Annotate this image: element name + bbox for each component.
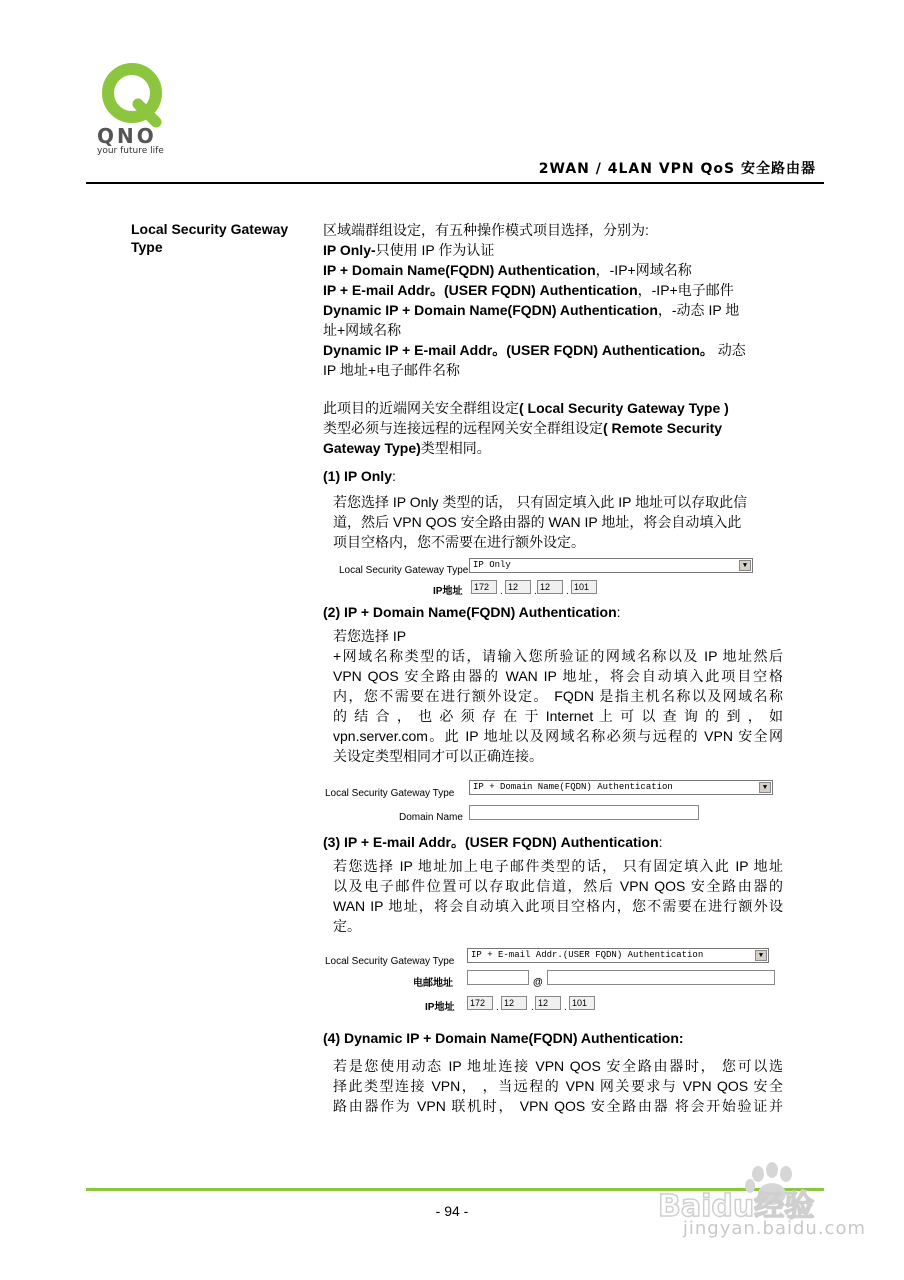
section-2-text: 若您选择 IP <box>333 628 407 644</box>
logo-tagline: your future life <box>97 146 164 156</box>
email-user-input[interactable] <box>467 970 529 985</box>
ip-octet-1[interactable]: 172 <box>471 580 497 594</box>
option-ip-domain: IP + Domain Name(FQDN) Authentication，-IP+网域名称 <box>323 262 692 278</box>
description-body <box>323 220 783 1116</box>
type-label: Local Security Gateway Type <box>325 788 455 799</box>
section-2-heading: (2) IP + Domain Name(FQDN) Authentication: <box>323 604 621 620</box>
section-4-text: 路由器作为 VPN 联机时， VPN QOS 安全路由器 将会开始验证并 <box>333 1098 783 1114</box>
section-3-heading: (3) IP + E-mail Addr。(USER FQDN) Authentication: <box>323 834 663 850</box>
at-sign: @ <box>533 977 543 988</box>
section-3-text: WAN IP 地址，将会自动填入此项目空格内，您不需要在进行额外设 <box>333 898 783 914</box>
intro-line: 区域端群组设定，有五种操作模式项目选择，分别为: <box>323 222 649 238</box>
option-dynamic-domain: Dynamic IP + Domain Name(FQDN) Authentication，-动态 IP 地 <box>323 302 740 318</box>
section-4-text: 择此类型连接 VPN， ，当远程的 VPN 网关要求与 VPN QOS 安全 <box>333 1078 783 1094</box>
section-1-text: 项目空格内，您不需要在进行额外设定。 <box>333 534 585 550</box>
section-1-text: 若您选择 IP Only 类型的话， 只有固定填入此 IP 地址可以存取此信 <box>333 494 748 510</box>
chevron-down-icon: ▼ <box>759 782 771 793</box>
section-2-text: vpn.server.com。此 IP 地址以及网域名称必须与远程的 VPN 安全网 <box>333 728 783 744</box>
option-dynamic-email-cont: IP 地址+电子邮件名称 <box>323 362 461 378</box>
section-2-text: VPN QOS 安全路由器的 WAN IP 地址，将会自动填入此项目空格 <box>333 668 783 684</box>
section-2-text: 内，您不需要在进行额外设定。 FQDN 是指主机名称以及网域名称 <box>333 688 783 704</box>
email-domain-input[interactable] <box>547 970 775 985</box>
ip-octet-4[interactable]: 101 <box>571 580 597 594</box>
chevron-down-icon: ▼ <box>739 560 751 571</box>
note-line-2: 类型必须与连接远程的远程网关安全群组设定( Remote Security <box>323 420 723 436</box>
section-1-heading: (1) IP Only: <box>323 468 396 484</box>
section-3-text: 以及电子邮件位置可以存取此信道，然后 VPN QOS 安全路由器的 <box>333 878 783 894</box>
ip-octet-3[interactable]: 12 <box>537 580 563 594</box>
svg-text:Baidu经验: Baidu经验 <box>658 1189 815 1224</box>
ip-octet-4[interactable]: 101 <box>569 996 595 1010</box>
ip-domain-form <box>321 780 783 832</box>
term-label: Local Security Gateway Type <box>131 221 289 255</box>
watermark-url: jingyan.baidu.com <box>682 1218 866 1239</box>
header-rule <box>86 182 824 184</box>
ip-octet-2[interactable]: 12 <box>501 996 527 1010</box>
option-dynamic-email: Dynamic IP + E-mail Addr。(USER FQDN) Authentication。 动态 <box>323 342 746 358</box>
option-ip-email: IP + E-mail Addr。(USER FQDN) Authentication，-IP+电子邮件 <box>323 282 734 298</box>
page-number: - 94 - <box>435 1203 469 1219</box>
gateway-type-select[interactable]: IP + Domain Name(FQDN) Authentication ▼ <box>469 780 773 795</box>
ip-email-form: Local Security Gateway Type IP + E-mail Addr.(USER FQDN) Authentication ▼ 电邮地址 @ IP地址 172 . 12 . 12 . 101 <box>321 948 783 1018</box>
email-label: 电邮地址 <box>413 978 453 989</box>
option-dynamic-domain-cont: 址+网域名称 <box>323 322 402 338</box>
section-3-text: 定。 <box>333 918 361 934</box>
domain-label: Domain Name <box>399 812 463 823</box>
type-label: Local Security Gateway Type <box>339 565 469 576</box>
section-4-text: 若是您使用动态 IP 地址连接 VPN QOS 安全路由器时， 您可以选 <box>333 1058 783 1074</box>
section-2-text: +网域名称类型的话，请输入您所验证的网域名称以及 IP 地址然后 <box>333 648 783 664</box>
section-3-text: 若您选择 IP 地址加上电子邮件类型的话， 只有固定填入此 IP 地址 <box>333 858 783 874</box>
ip-label: IP地址 <box>433 586 463 597</box>
gateway-type-select[interactable]: IP Only ▼ <box>469 558 753 573</box>
note-line-1: 此项目的近端网关安全群组设定( Local Security Gateway Type ) <box>323 400 729 416</box>
note-line-3: Gateway Type)类型相同。 <box>323 440 491 456</box>
section-2-text: 的 结 合 ， 也 必 须 存 在 于 Internet 上 可 以 查 询 的 到 ， 如 <box>333 708 783 724</box>
section-2-text: 关设定类型相同才可以正确连接。 <box>333 748 543 764</box>
ip-octet-3[interactable]: 12 <box>535 996 561 1010</box>
ip-only-form: Local Security Gateway Type IP Only ▼ IP地址 172 . 12 . 12 . 101 <box>323 558 783 602</box>
type-label: Local Security Gateway Type <box>325 956 455 967</box>
section-1-text: 道，然后 VPN QOS 安全路由器的 WAN IP 地址，将会自动填入此 <box>333 514 742 530</box>
gateway-type-select[interactable]: IP + E-mail Addr.(USER FQDN) Authentication ▼ <box>467 948 769 963</box>
domain-name-input[interactable] <box>469 805 699 820</box>
ip-octet-2[interactable]: 12 <box>505 580 531 594</box>
section-4-heading: (4) Dynamic IP + Domain Name(FQDN) Authentication: <box>323 1030 684 1046</box>
chevron-down-icon: ▼ <box>755 950 767 961</box>
logo-text: QNO <box>97 124 157 148</box>
option-ip-only: IP Only-只使用 IP 作为认证 <box>323 242 495 258</box>
doc-title: 2WAN / 4LAN VPN QoS 安全路由器 <box>538 161 816 177</box>
ip-octet-1[interactable]: 172 <box>467 996 493 1010</box>
ip-label: IP地址 <box>425 1002 455 1013</box>
